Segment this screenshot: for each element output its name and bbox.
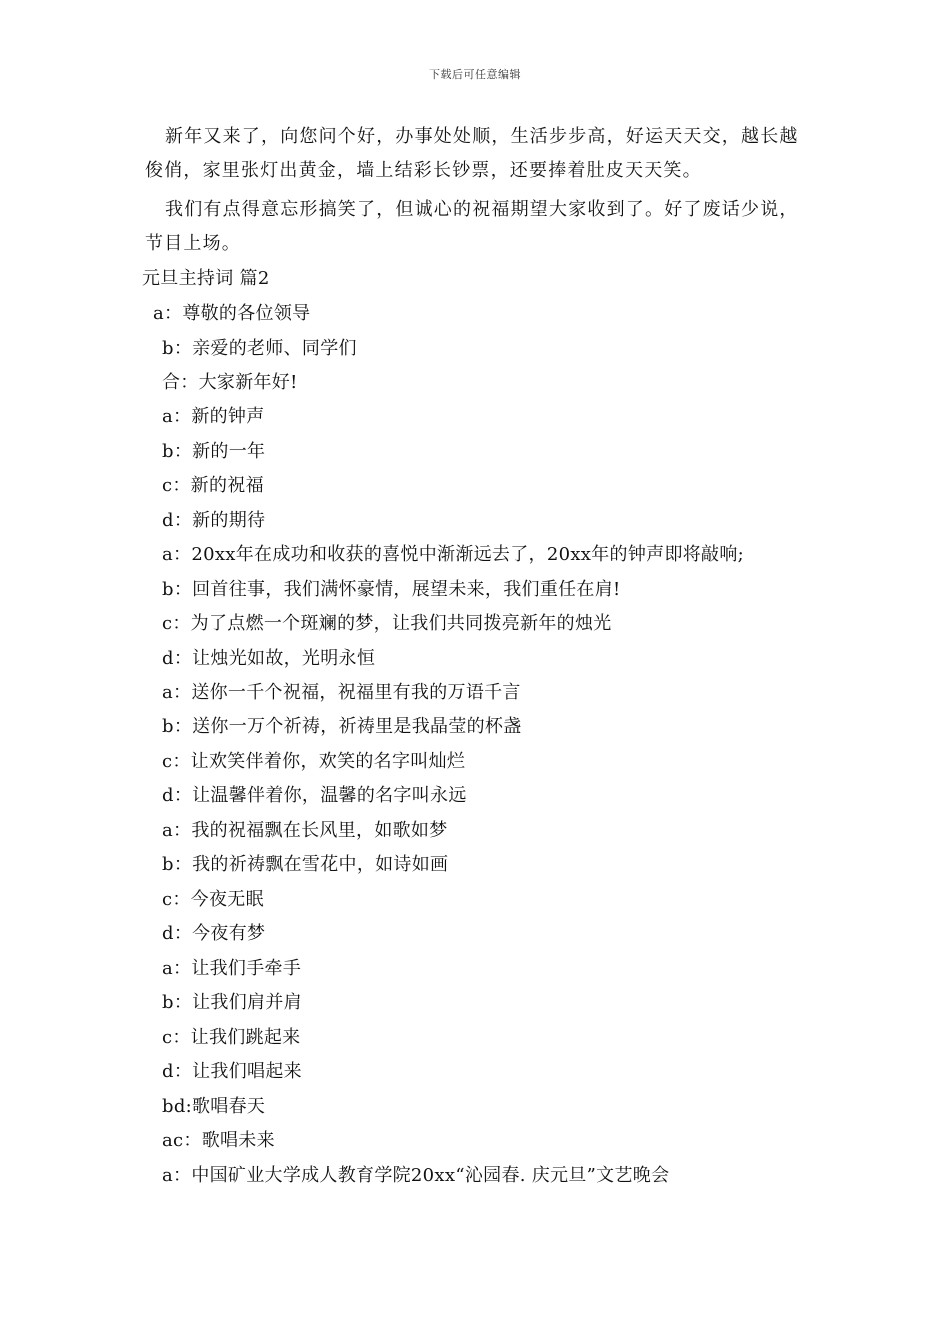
script-line: c：今夜无眠: [162, 889, 264, 910]
script-line: a：20xx年在成功和收获的喜悦中渐渐远去了，20xx年的钟声即将敲响;: [162, 544, 745, 565]
script-line: c：新的祝福: [162, 475, 264, 496]
script-line: a：新的钟声: [162, 406, 265, 427]
script-line: b：让我们肩并肩: [162, 992, 302, 1013]
script-line: a：我的祝福飘在长风里，如歌如梦: [162, 820, 448, 841]
script-line: c：让我们跳起来: [162, 1027, 301, 1048]
script-line: d：新的期待: [162, 510, 266, 531]
paragraph: 我们有点得意忘形搞笑了，但诚心的祝福期望大家收到了。好了废话少说，节目上场。: [145, 199, 799, 254]
script-line: ac：歌唱未来: [162, 1130, 275, 1151]
script-line: a：送你一千个祝福，祝福里有我的万语千言: [162, 682, 521, 703]
script-line: a：尊敬的各位领导: [153, 303, 311, 324]
script-line: c：让欢笑伴着你，欢笑的名字叫灿烂: [162, 751, 466, 772]
page-header: 下载后可任意编辑: [429, 68, 521, 81]
script-line: b：我的祈祷飘在雪花中，如诗如画: [162, 854, 449, 875]
script-line: 合：大家新年好!: [162, 372, 298, 393]
script-line: d：今夜有梦: [162, 923, 266, 944]
script-line: a：让我们手牵手: [162, 958, 302, 979]
script-line: c：为了点燃一个斑斓的梦，让我们共同拨亮新年的烛光: [162, 613, 612, 634]
script-line: b：送你一万个祈祷，祈祷里是我晶莹的杯盏: [162, 716, 522, 737]
script-line: b：回首往事，我们满怀豪情，展望未来，我们重任在肩!: [162, 579, 621, 600]
script-line: a：中国矿业大学成人教育学院20xx“沁园春. 庆元旦”文艺晚会: [162, 1165, 670, 1186]
script-line: d：让烛光如故，光明永恒: [162, 648, 376, 669]
script-line: bd:歌唱春天: [162, 1096, 266, 1117]
script-line: b：亲爱的老师、同学们: [162, 338, 357, 359]
section-title: 元旦主持词 篇2: [142, 268, 270, 289]
script-line: b：新的一年: [162, 441, 266, 462]
script-line: d：让温馨伴着你，温馨的名字叫永远: [162, 785, 467, 806]
paragraph: 新年又来了，向您问个好，办事处处顺，生活步步高，好运天天交，越长越俊俏，家里张灯出黄金，墙上结彩长钞票，还要捧着肚皮天天笑。: [145, 126, 799, 181]
script-line: d：让我们唱起来: [162, 1061, 302, 1082]
